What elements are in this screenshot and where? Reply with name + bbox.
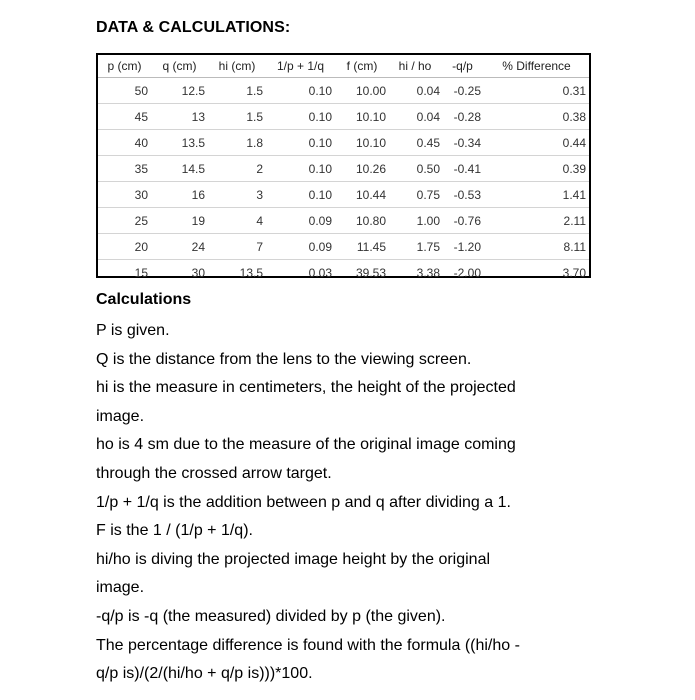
cell-f: 10.80 bbox=[335, 208, 389, 234]
cell-hi-ho: 0.04 bbox=[389, 104, 441, 130]
cell-percent-difference: 3.70 bbox=[484, 260, 589, 286]
cell-inverse-sum: 0.10 bbox=[308, 83, 332, 98]
cell-p: 30 bbox=[98, 182, 151, 208]
calculation-line: image. bbox=[96, 407, 145, 425]
header-neg-q-p: -q/p bbox=[441, 55, 484, 78]
table-row bbox=[98, 78, 589, 104]
calculation-line: hi/ho is diving the projected image height by the original bbox=[96, 550, 491, 568]
table-row bbox=[98, 156, 589, 182]
calculation-line: ho is 4 sm due to the measure of the original image coming bbox=[96, 436, 516, 454]
header-hi: hi (cm) bbox=[208, 55, 266, 78]
cell-q: 24 bbox=[151, 234, 208, 260]
calculation-line: q/p is)/(2/(hi/ho + q/p is)))*100. bbox=[96, 665, 313, 683]
cell-q: 13.5 bbox=[151, 130, 208, 156]
cell-q: 16 bbox=[151, 182, 208, 208]
cell-neg-q-p: -0.76 bbox=[441, 208, 484, 234]
calculation-line: 1/p + 1/q is the addition between p and q after dividing a 1. bbox=[96, 493, 511, 511]
cell-f: 39.53 bbox=[335, 260, 389, 286]
header-inverse-sum: 1/p + 1/q bbox=[266, 55, 335, 78]
cell-p: 45 bbox=[98, 104, 151, 130]
table-row bbox=[98, 104, 589, 130]
cell-p: 35 bbox=[98, 156, 151, 182]
table-row bbox=[98, 182, 589, 208]
cell-q: 12.5 bbox=[181, 83, 205, 98]
cell-f: 10.10 bbox=[335, 104, 389, 130]
cell-inverse-sum: 0.10 bbox=[266, 182, 335, 208]
calculations-text bbox=[96, 317, 586, 689]
calculation-line: through the crossed arrow target. bbox=[96, 464, 332, 482]
data-table-container bbox=[96, 53, 591, 278]
cell-inverse-sum: 0.10 bbox=[266, 104, 335, 130]
page-heading: DATA & CALCULATIONS: bbox=[96, 19, 291, 36]
cell-hi-ho: 1.00 bbox=[389, 208, 441, 234]
calculation-line: image. bbox=[96, 579, 145, 597]
cell-hi: 1.5 bbox=[208, 104, 266, 130]
cell-p: 20 bbox=[98, 234, 151, 260]
cell-p: 15 bbox=[98, 260, 151, 286]
cell-hi-ho: 0.50 bbox=[389, 156, 441, 182]
cell-f: 10.44 bbox=[335, 182, 389, 208]
cell-p: 40 bbox=[98, 130, 151, 156]
table-row bbox=[98, 130, 589, 156]
cell-hi: 2 bbox=[208, 156, 266, 182]
table-row bbox=[98, 208, 589, 234]
calculation-line: P is given. bbox=[96, 322, 170, 339]
cell-percent-difference: 2.11 bbox=[484, 208, 589, 234]
cell-inverse-sum: 0.09 bbox=[266, 208, 335, 234]
cell-hi: 7 bbox=[208, 234, 266, 260]
table-header-row bbox=[98, 55, 589, 78]
cell-hi: 3 bbox=[208, 182, 266, 208]
cell-f: 10.26 bbox=[335, 156, 389, 182]
calculation-line: Q is the distance from the lens to the viewing screen. bbox=[96, 350, 472, 368]
calculations-title: Calculations bbox=[96, 291, 192, 308]
cell-p: 25 bbox=[98, 208, 151, 234]
cell-hi-ho: 0.45 bbox=[389, 130, 441, 156]
data-table bbox=[98, 55, 589, 285]
header-q: q (cm) bbox=[151, 55, 208, 78]
cell-neg-q-p: -0.28 bbox=[441, 104, 484, 130]
table-body bbox=[98, 78, 589, 286]
cell-hi: 1.5 bbox=[246, 83, 263, 98]
cell-neg-q-p: -2.00 bbox=[441, 260, 484, 286]
cell-hi-ho: 0.04 bbox=[416, 83, 440, 98]
table-row bbox=[98, 234, 589, 260]
header-hi-ho: hi / ho bbox=[389, 55, 441, 78]
cell-neg-q-p: -0.53 bbox=[441, 182, 484, 208]
cell-neg-q-p: -0.41 bbox=[441, 156, 484, 182]
header-percent-difference: % Difference bbox=[484, 55, 589, 78]
cell-q: 19 bbox=[151, 208, 208, 234]
cell-inverse-sum: 0.03 bbox=[266, 260, 335, 286]
cell-percent-difference: 0.39 bbox=[484, 156, 589, 182]
cell-percent-difference: 0.44 bbox=[484, 130, 589, 156]
cell-q: 14.5 bbox=[151, 156, 208, 182]
cell-hi: 4 bbox=[208, 208, 266, 234]
cell-q: 13 bbox=[151, 104, 208, 130]
header-p: p (cm) bbox=[98, 55, 151, 78]
cell-hi: 13.5 bbox=[208, 260, 266, 286]
cell-inverse-sum: 0.10 bbox=[266, 130, 335, 156]
cell-p: 50 bbox=[134, 83, 148, 98]
cell-percent-difference: 0.31 bbox=[562, 83, 586, 98]
cell-percent-difference: 0.38 bbox=[484, 104, 589, 130]
cell-hi-ho: 0.75 bbox=[389, 182, 441, 208]
cell-inverse-sum: 0.09 bbox=[266, 234, 335, 260]
cell-f: 11.45 bbox=[335, 234, 389, 260]
cell-inverse-sum: 0.10 bbox=[266, 156, 335, 182]
cell-percent-difference: 1.41 bbox=[484, 182, 589, 208]
table-row bbox=[98, 260, 589, 286]
cell-hi-ho: 3.38 bbox=[389, 260, 441, 286]
calculation-line: -q/p is -q (the measured) divided by p (the given). bbox=[96, 607, 446, 625]
cell-hi: 1.8 bbox=[208, 130, 266, 156]
cell-neg-q-p: -1.20 bbox=[441, 234, 484, 260]
cell-hi-ho: 1.75 bbox=[389, 234, 441, 260]
header-f: f (cm) bbox=[335, 55, 389, 78]
cell-neg-q-p: -0.34 bbox=[441, 130, 484, 156]
cell-q: 30 bbox=[151, 260, 208, 286]
calculation-line: F is the 1 / (1/p + 1/q). bbox=[96, 522, 253, 540]
cell-percent-difference: 8.11 bbox=[484, 234, 589, 260]
cell-f: 10.10 bbox=[335, 130, 389, 156]
cell-neg-q-p: -0.25 bbox=[453, 83, 481, 98]
calculation-line: The percentage difference is found with the formula ((hi/ho - bbox=[96, 636, 520, 654]
cell-f: 10.00 bbox=[355, 83, 386, 98]
calculation-line: hi is the measure in centimeters, the height of the projected bbox=[96, 379, 516, 397]
